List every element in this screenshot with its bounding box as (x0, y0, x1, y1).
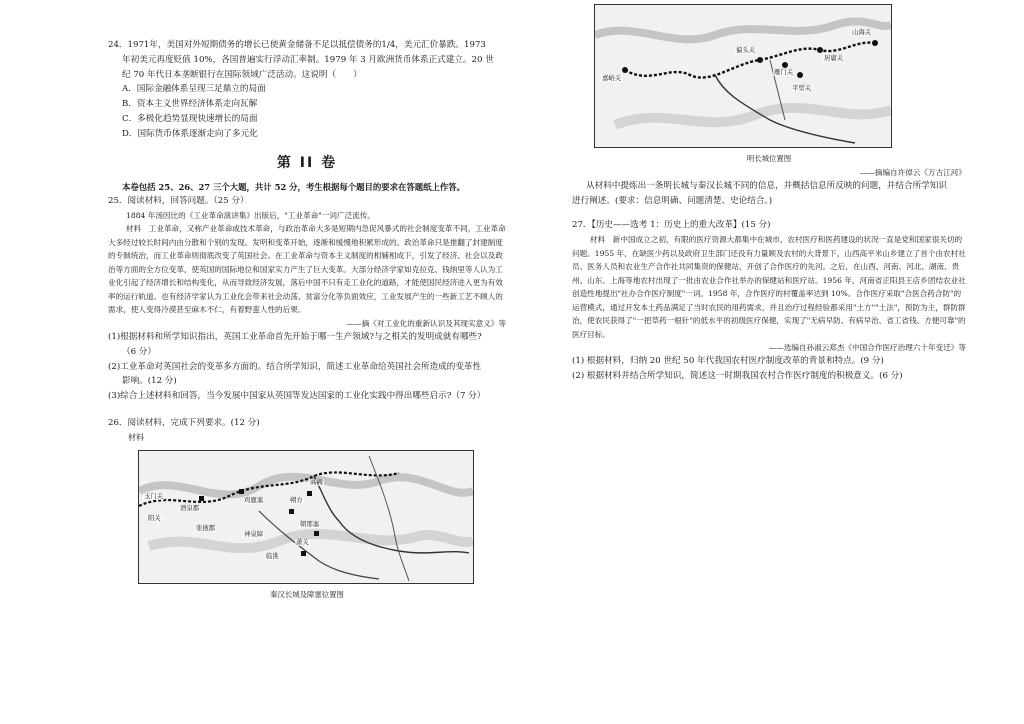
part2-title: 第 II 卷 (276, 155, 338, 172)
question-24 (108, 38, 506, 141)
map1-label-shenquanzhang: 神泉障 (244, 530, 264, 539)
right-column (572, 4, 966, 384)
q26-question-cont: 进行阐述。(要求：信息明确、问题清楚、史论结合。) (572, 195, 773, 206)
map2-label-pingxingguan: 平型关 (792, 84, 812, 92)
map1-label-lintao: 临洮 (266, 552, 279, 561)
qin-han-great-wall-map (138, 450, 474, 584)
q27-sub-2: (2) 根据材料并结合所学知识，简述这一时期我国农村合作医疗制度的积极意义。(6 分) (572, 371, 903, 382)
map1-label-yangguan: 阳关 (148, 514, 161, 523)
q27-heading: 27．【历史——选考 1：历史上的重大改革】(15 分) (572, 220, 771, 231)
q27-sub-1: (1) 根据材料，归纳 20 世纪 50 年代我国农村医疗制度改革的背景和特点。(9 分) (572, 356, 884, 367)
question-26 (108, 416, 506, 602)
map1-label-shuofang: 朔方 (290, 496, 303, 505)
map2-caption: 明长城位置图 (746, 154, 792, 163)
q25-material-body: 材料 工业革命，又称产业革命或技术革命，与政治革命大多是短期内急促风暴式的社会制度变革不同，工业革命大多经过较长时间内由分散和个别的发现、发明和变革开始，逐渐和缓慢地积累形成的。政治革命只是推翻了封建制度的专制统治，而工业革命则彻底改变了英国社会。在工业革命与资本主义制度的相辅相成下，引发了经济、社会以及政治等方面的全方位变革，使英国的国际地位和国家实力产生了巨大变革。大部分经济学家如克拉克、钱纳里等人认为工业化引起了经济增长和结构变化，从而导致经济发展，落后中国不只有走工业化的道路，才能使国民经济进入更为有效率的运行轨道。也有经济学家认为工业化会带来社会动荡、贫富分化等负面效应，工业发展产生的一些新工艺不顾人的需求，使人变得冷漠甚至麻木不仁，有着野蛮人性的后果。 (108, 224, 506, 315)
map1-label-gaoque: 高阙 (310, 478, 323, 487)
q24-stem-cont: 纪 70 年代日本垄断银行在国际领域广泛活动。这说明（ ） (122, 69, 362, 80)
map1-label-jilusai: 鸡鹿塞 (244, 496, 264, 505)
q24-option-a: A．国际金融体系呈现三足鼎立的局面 (122, 84, 266, 95)
q26-heading: 26．阅读材料，完成下列要求。(12 分) (108, 417, 260, 428)
map2-label-juyongguan: 居庸关 (824, 54, 844, 62)
map2-label-jiayuguan: 嘉峪关 (602, 74, 622, 82)
q25-sub-1: (1)根据材料和所学知识指出，英国工业革命首先开始于哪一生产领域?与之相关的发明成就有哪些? (108, 331, 482, 342)
q24-option-c: C．多极化趋势显现快速增长的局面 (122, 113, 258, 124)
map1-label-yumenguan: 玉门关 (144, 492, 164, 501)
q26-material-label: 材料 (128, 432, 144, 442)
q27-material: 材料 新中国成立之初，有限的医疗资源大都集中在城市，农村医疗和医药建设的状况一直是党和国家很关切的问题。1955 年，在缺医少药以及政府卫生部门还没有力量顾及农村的大背景下，山西高平米山乡建立了首个由农村社员、医务人员和农业生产合作社共同集资的保健站，开创了合作医疗的先河。之后，在山西、河南、河北、湖南、贵州、山东、上海等地农村出现了一批由农业合作社举办的保健站和医疗站。1956 年，河南省正阳县王店乡团结农业社创造性地提出"社办合作医疗制度"一词。1958 年，合作医疗的村覆盖率达到 10%。合作医疗采取"合医合药合防"的运营模式，通过开发本土药品满足了当时农民的用药需求，并且治疗过程经验都采用"土方""土法"，预防为主，群防群治，使农民获得了"一把草药一根针"的低水平的初级医疗保健，实现了"无病早防、有病早治、省工省钱、方便可靠"的医疗目标。 (572, 235, 966, 339)
question-27 (572, 218, 966, 384)
map2-label-shanhaiguan: 山海关 (852, 28, 872, 36)
map1-label-chaonasai: 朝那塞 (300, 520, 320, 529)
map2-drawing (595, 5, 891, 147)
q27-source: ——选编自孙淑云郑杰《中国合作医疗治理六十年变迁》等 (768, 343, 966, 353)
map2-source: ——摘编自许倬云《万古江河》 (859, 167, 966, 177)
q24-option-d: D．国际货币体系逐渐走向了多元化 (122, 128, 258, 139)
map1-label-zhangye: 张掖郡 (196, 524, 216, 533)
ming-great-wall-map (594, 4, 892, 148)
map1-caption: 秦汉长城及障塞位置图 (270, 590, 344, 600)
q25-sub-1-score: （6 分） (122, 346, 156, 357)
q26-question: 从材料中提炼出一条明长城与秦汉长城不同的信息，并概括信息所反映的问题，并结合所学知识 (586, 180, 947, 191)
question-25 (108, 194, 506, 404)
q24-stem: 24．1971年，美国对外短期债务的增长已使黄金储备不足以抵偿债务的1/4，美元汇价暴跌。1973 (108, 40, 486, 50)
q25-sub-2-cont: 影响。(12 分) (122, 376, 177, 387)
q25-material-intro: 1884 年汤因比的《工业革命演讲集》出版后，"工业革命"一词广泛流传。 (126, 210, 375, 220)
q24-stem-cont: 年初美元再度贬值 10%，各国普遍实行浮动汇率制。1979 年 3 月欧洲货币体系正式建立。20 世 (122, 54, 494, 65)
q25-source: ——摘《对工业化的重新认识及其现实意义》等 (346, 318, 506, 328)
map1-drawing (139, 451, 473, 583)
q25-heading: 25．阅读材料，回答问题。（25 分） (108, 196, 249, 206)
q24-option-b: B．资本主义世界经济体系走向瓦解 (122, 99, 258, 110)
left-column (108, 38, 506, 602)
part2-instruction: 本卷包括 25、26、27 三个大题，共计 52 分，考生根据每个题目的要求在答题纸上作答。 (122, 181, 466, 192)
q25-sub-2: (2)工业革命对英国社会的变革多方面的。结合所学知识，简述工业革命给英国社会所造成的变革性 (108, 361, 482, 372)
map2-label-yanmenguan: 雁门关 (774, 68, 794, 76)
map2-label-piantouguan: 偏头关 (736, 46, 756, 54)
map1-label-jiuquan: 酒泉郡 (180, 504, 200, 513)
q25-sub-3: (3)综合上述材料和回答，当今发展中国家从英国等发达国家的工业化实践中得出哪些启示?（7 分） (108, 391, 486, 402)
map1-label-xiaoguan: 萧关 (296, 538, 309, 547)
